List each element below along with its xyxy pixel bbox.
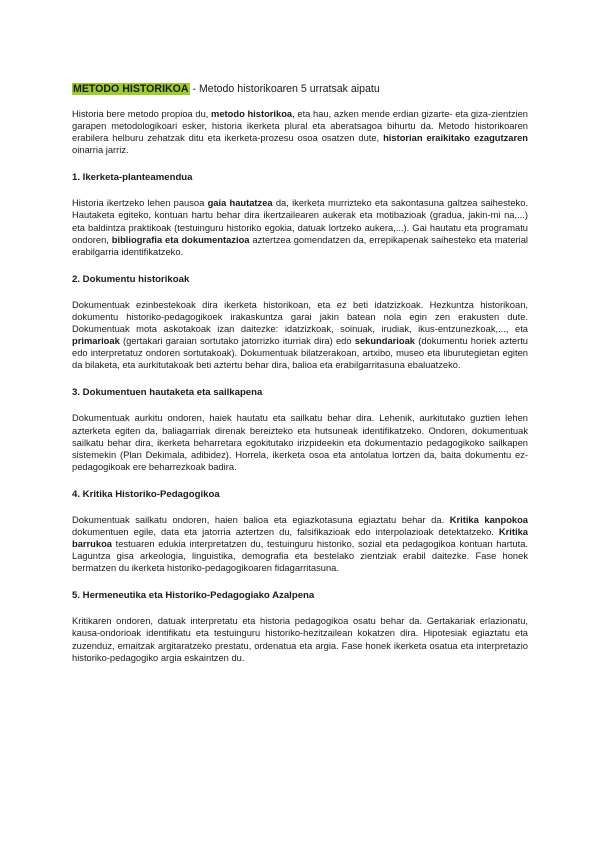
section-text: (dokumentu horiek aztertu edo interpretatuz ondoren sortutakoak). Dokumentuak bilatzerakoan, artxibo, museo eta liburutegietan egiten da bilaketa, eta aurkitutakoak beti aztertu behar dira, balioa eta erabilgarritasuna ebaluatzeko.: [72, 336, 528, 371]
section-bold-term: Kritika kanpokoa: [449, 514, 528, 525]
document-title-line: [72, 82, 528, 96]
section-text: testuaren edukia interpretatzen du, testuinguru historiko, sozial eta pedagogikoa kontuan hartuta. Laguntza gisa arkeologia, linguistika, demografia eta bestelako zientziak erabil daitezke. Fase honek bermatzen du ikerketa historiko-pedagogikoaren fidagarritasuna.: [72, 539, 528, 574]
section-text: Historia ikertzeko lehen pausoa: [72, 198, 208, 209]
section-3-heading: 3. Dokumentuen hautaketa eta sailkapena: [72, 387, 263, 399]
intro-bold-term: metodo historikoa: [211, 109, 293, 119]
section-bold-term: primarioak: [72, 336, 120, 347]
section-text: aztertzea gomendatzen da, errepikapenak saihesteko eta material erabilgarria identifikatzeko.: [72, 234, 528, 257]
section-3-paragraph: Dokumentuak aurkitu ondoren, haiek hautatu eta sailkatu behar dira. Lehenik, aurkitutako guztien lehen azterketa egiten da, baliagarriak direnak bereizteko eta hutsuneak identifikatzeko. Ondoren, dokumentuak sailkatu behar dira, ikerketa beharretara egokitutako irizpideekin eta dokumentazio pedagogikoko sailkapen sistemekin (Plan Dekimala, adibidez). Horrela, ikerketa osoa eta antolatua lortzen da, baita dokumentu ez-pedagogikoak ere beharrezkoak badira.: [72, 413, 528, 472]
section-text: dokumentuen egile, data eta jatorria aztertzen du, falsifikazioak edo interpolazioak detektatzeko.: [72, 526, 499, 537]
section-1-heading: 1. Ikerketa-planteamendua: [72, 172, 193, 184]
document-page: [72, 82, 528, 680]
section-bold-term: sekundarioak: [354, 336, 415, 347]
section-bold-term: bibliografia eta dokumentazioa: [111, 234, 250, 245]
title-separator: -: [189, 83, 199, 95]
section-5-heading: 5. Hermeneutika eta Historiko-Pedagogiako Azalpena: [72, 590, 315, 602]
section-4-heading: 4. Kritika Historiko-Pedagogikoa: [72, 488, 220, 500]
section-text: (gertakari garaian sortutako jatorrizko iturriak dira) edo: [119, 336, 355, 347]
section-2-paragraph: [72, 299, 528, 372]
intro-text: Historia bere metodo propioa du,: [72, 109, 212, 119]
section-text: da, ikerketa murrizteko eta sakontasuna galtzea saihesteko. Hautaketa egiteko, kontuan hartu behar dira ikertzailearen aukerak eta motibazioak (gradua, jakin-mi na,...) eta baldintza praktikoak (testuinguru historiko egokia, datuak lortzeko aukera,...). Gai hautatu eta programatu ondoren,: [72, 198, 529, 245]
section-bold-term: Kritika barrukoa: [72, 526, 528, 550]
section-5-paragraph: Kritikaren ondoren, datuak interpretatu eta historia pedagogikoa osatu behar da. Gertakariak erlazionatu, kausa-ondorioak identifikatu eta testuinguru historiko-hezitzailean kokatzen dira. Hipotesiak egiaztatu eta zuzenduz, emaitzak argitaratzeko prestatu, ordenatua eta argia. Fase honek ikerketa osatua eta interpretazio historiko-pedagogiko argia eskaintzen du.: [72, 616, 528, 663]
section-text: Dokumentuak sailkatu ondoren, haien balioa eta egiazkotasuna egiaztatu behar da.: [72, 514, 450, 525]
document-subtitle: Metodo historikoaren 5 urratsak aipatu: [198, 83, 380, 95]
intro-paragraph: [72, 108, 528, 156]
intro-text: oinarria jarriz.: [72, 145, 129, 156]
section-bold-term: gaia hautatzea: [207, 198, 273, 209]
section-1-paragraph: [72, 197, 528, 257]
section-2-heading: 2. Dokumentu historikoak: [72, 273, 190, 285]
intro-text: , eta hau, azken mende erdian gizarte- eta giza-zientzien garapen metodologikoari esker, historia ikerketa plural eta aberatsagoa bihurtu da. Metodo historikoaren erabilera helburu zehatzak ditu eta ikerketa-prozesu osoa osatzen dute,: [72, 109, 528, 144]
section-text: Dokumentuak ezinbestekoak dira ikerketa historikoan, eta ez beti idatzizkoak. Hezkuntza historikoan, dokumentu historiko-pedagogikoek irakaskuntza garai jakin batean nola egin zen erakusten dute. Dokumentuak mota askotakoak izan daitezke: idatzizkoak, soinuak, irudiak, ikus-entzunezkoak,..., eta: [72, 299, 528, 335]
document-title: METODO HISTORIKOA: [73, 83, 189, 95]
section-4-paragraph: [72, 514, 528, 574]
intro-bold-term: historian eraikitako ezagutzaren: [383, 133, 528, 144]
